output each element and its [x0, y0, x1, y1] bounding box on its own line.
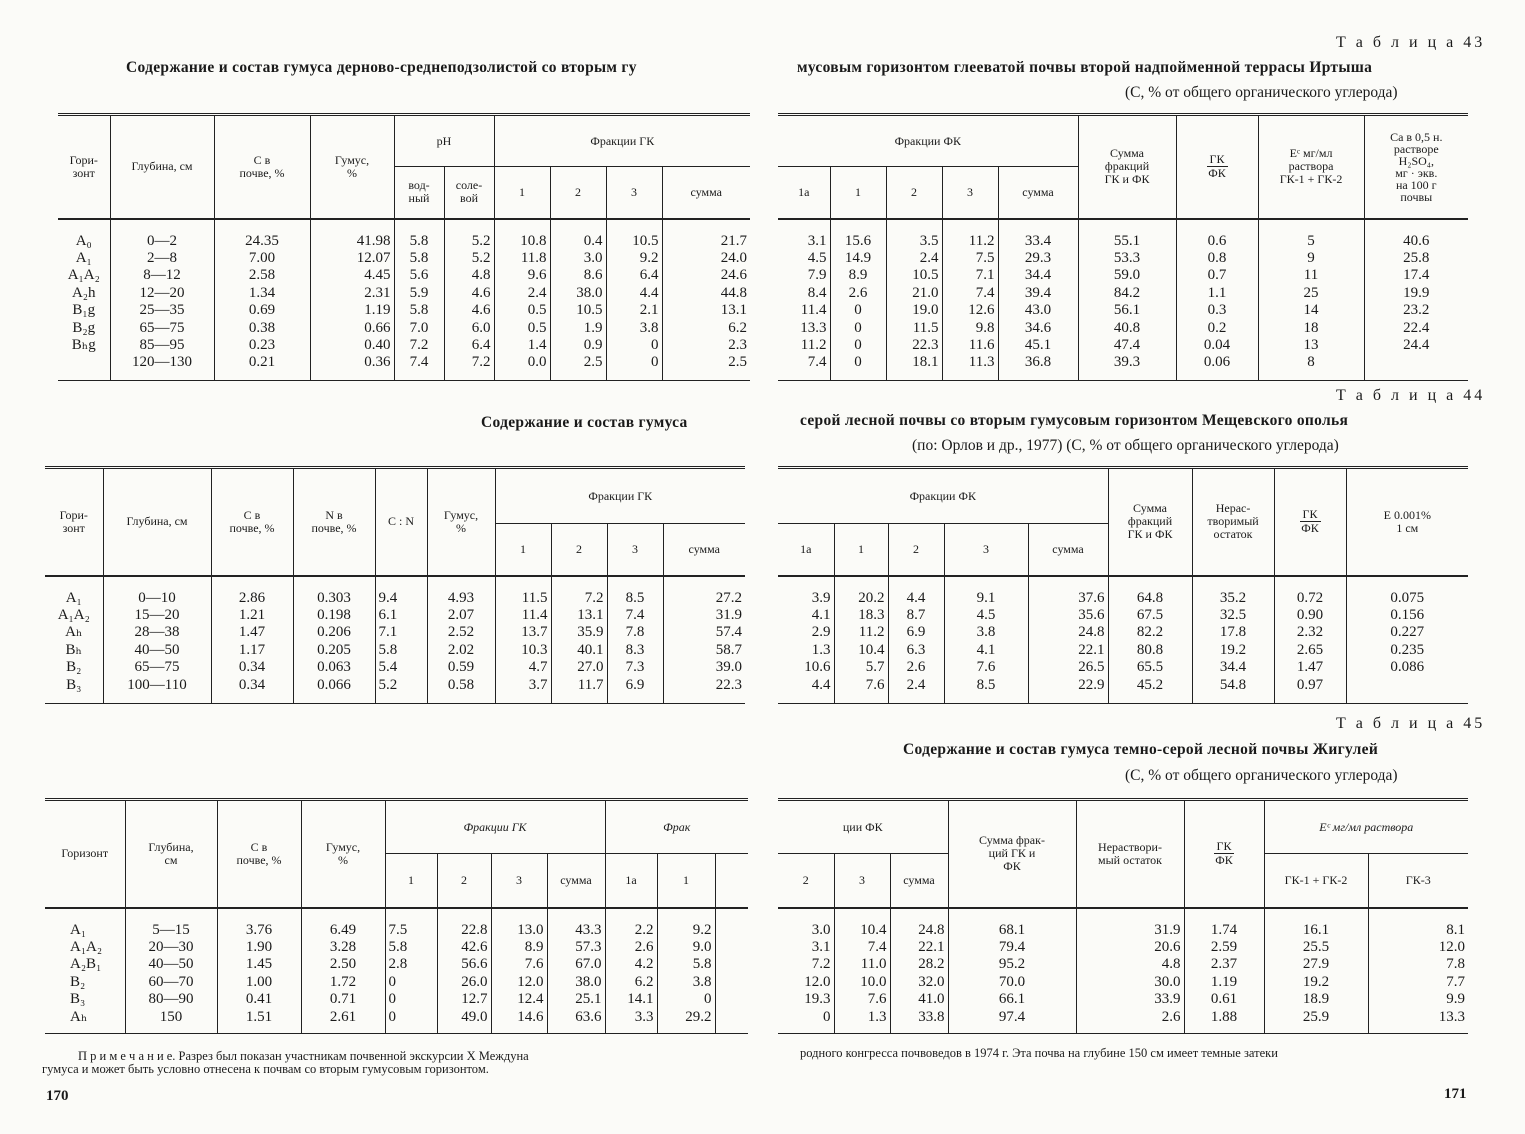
col-f1: 1 [834, 524, 888, 576]
table-44-subtitle: (по: Орлов и др., 1977) (С, % от общего органического углерода) [912, 437, 1339, 454]
col-fk-fractions-partial: Фрак [605, 800, 748, 854]
cells-e: 5 9 11 25 14 18 13 8 [1258, 233, 1364, 381]
table-45-title: Содержание и состав гумуса темно-серой лесной почвы Жигулей [903, 741, 1379, 758]
fk-table-45 [778, 798, 1468, 1034]
col-fk-fractions: Фракции ФК [778, 115, 1078, 167]
cells-sum-fractions: 68.1 79.4 95.2 70.0 66.1 97.4 [948, 922, 1076, 1034]
humus-table-2 [45, 466, 745, 704]
cells-fsum: 43.3 57.3 67.0 38.0 25.1 63.6 [547, 922, 605, 1034]
cells-depth: 5—15 20—30 40—50 60—70 80—90 150 [125, 922, 217, 1034]
cells-e-hk12: 16.1 25.5 27.9 19.2 18.9 25.9 [1264, 922, 1368, 1034]
col-f2: 2 [551, 524, 607, 576]
cells-f3: 9.1 4.5 3.8 4.1 7.6 8.5 [944, 590, 1028, 704]
cells-ratio: 0.6 0.8 0.7 1.1 0.3 0.2 0.04 0.06 [1176, 233, 1258, 381]
col-f1: 1 [830, 167, 886, 219]
table-43-subtitle: (С, % от общего органического углерода) [1125, 84, 1398, 101]
cells-fsum: 33.4 29.3 34.4 39.4 43.0 34.6 45.1 36.8 [998, 233, 1078, 381]
cells-f2: 3.5 2.4 10.5 21.0 19.0 11.5 22.3 18.1 [886, 233, 942, 381]
cells-e: 0.075 0.156 0.227 0.235 0.086 [1346, 590, 1468, 704]
cells-f1: 20.2 18.3 11.2 10.4 5.7 7.6 [834, 590, 888, 704]
cells-1a: 3.1 4.5 7.9 8.4 11.4 13.3 11.2 7.4 [800, 232, 827, 371]
col-depth: Глубина, см [103, 468, 211, 576]
col-hk-fractions: Фракции ГК [494, 115, 750, 167]
cells-n-soil: 0.303 0.198 0.206 0.205 0.063 0.066 [293, 590, 375, 704]
col-fsum: сумма [547, 854, 605, 908]
col-1a: 1а [778, 167, 830, 219]
col-hk-fractions: Фракции ГК [495, 468, 745, 524]
col-horizon: Горизонт [45, 800, 125, 908]
col-ratio [1176, 115, 1258, 219]
fk-table-44 [778, 466, 1468, 704]
humus-table-3 [45, 798, 748, 1034]
col-humus: Гумус, % [310, 115, 394, 219]
table-44-title: серой лесной почвы со вторым гумусовым горизонтом Мещевского ополья [800, 412, 1349, 429]
footnote-line-2: гумуса и может быть условно отнесена к почвам со вторым гумусовым горизонтом. [42, 1062, 489, 1076]
col-f2: 2 [888, 524, 944, 576]
col-sum-fractions: Сумма фракций ГК и ФК [1108, 468, 1192, 576]
cells-cn: 9.4 6.1 7.1 5.8 5.4 5.2 [375, 590, 427, 704]
cells-c-soil: 2.86 1.21 1.47 1.17 0.34 0.34 [211, 590, 293, 704]
fk-table-43 [778, 113, 1468, 381]
col-c-soil: С в почве, % [211, 468, 293, 576]
cells-depth: 0—2 2—8 8—12 12—20 25—35 65—75 85—95 120—130 [110, 233, 214, 381]
cells-f2: 4.4 8.7 6.9 6.3 2.6 2.4 [888, 590, 944, 704]
ratio-bottom: ФК [1301, 521, 1319, 536]
cells-fsum: 37.6 35.6 24.8 22.1 26.5 22.9 [1028, 590, 1108, 704]
col-f3: 3 [607, 524, 663, 576]
col-e-hk12: ГК-1 + ГК-2 [1264, 854, 1368, 908]
col-fsum: сумма [998, 167, 1078, 219]
table-43-title-cont: мусовым горизонтом глееватой почвы второй надпойменной террасы Иртыша [797, 59, 1373, 76]
cells-f3: 8.5 7.4 7.8 8.3 7.3 6.9 [607, 590, 663, 704]
cells-ca: 40.6 25.8 17.4 19.9 23.2 22.4 24.4 [1364, 233, 1468, 381]
col-f3: 3 [942, 167, 998, 219]
ratio-bottom: ФК [1215, 853, 1233, 868]
cells-humus: 41.98 12.07 4.45 2.31 1.19 0.66 0.40 0.36 [310, 233, 394, 381]
col-e-hk3: ГК-3 [1368, 854, 1468, 908]
cells-e-hk3: 8.1 12.0 7.8 7.7 9.9 13.3 [1368, 922, 1468, 1034]
table-45-subtitle: (С, % от общего органического углерода) [1125, 767, 1398, 784]
cells-insoluble: 31.9 20.6 4.8 30.0 33.9 2.6 [1076, 922, 1184, 1034]
cells-fa1: 9.2 9.0 5.8 3.8 0 29.2 [657, 922, 715, 1034]
col-insoluble: Нерас- творимый остаток [1192, 468, 1274, 576]
cells-horizon: A₁ A₁A₂ A₂B₁ B₂ B₃ Aₕ [70, 921, 103, 1025]
cells-f3: 13.0 8.9 7.6 12.0 12.4 14.6 [491, 922, 547, 1034]
table-45-label: Т а б л и ц а 45 [1336, 715, 1486, 732]
table-42-title: Содержание и состав гумуса дерново-среднеподзолистой со вторым гу [126, 59, 637, 76]
col-fa: 1а [605, 854, 657, 908]
cells-insoluble: 35.2 32.5 17.8 19.2 34.4 54.8 [1192, 590, 1274, 704]
cells-f3: 10.4 7.4 11.0 10.0 7.6 1.3 [834, 922, 890, 1034]
col-1a: 1а [778, 524, 834, 576]
col-fk-fractions: Фракции ФК [778, 468, 1108, 524]
col-c-soil: С в почве, % [217, 800, 301, 908]
col-f3: 3 [606, 167, 662, 219]
col-f2: 2 [778, 854, 834, 908]
cells-humus: 4.93 2.07 2.52 2.02 0.59 0.58 [427, 590, 495, 704]
cells-ph-water: 5.8 5.8 5.6 5.9 5.8 7.0 7.2 7.4 [394, 233, 444, 381]
ratio-top: ГК [1300, 508, 1321, 522]
col-ph: pH [394, 115, 494, 167]
page-number: 171 [1444, 1086, 1467, 1102]
humus-table-1 [58, 113, 750, 381]
col-e: Eᶜ мг/мл раствора [1264, 800, 1468, 854]
col-depth: Глубина, см [110, 115, 214, 219]
cells-f3: 10.5 9.2 6.4 4.4 2.1 3.8 0 0 [606, 233, 662, 381]
right-page [762, 0, 1525, 1134]
col-ph-salt: соле- вой [444, 167, 494, 219]
col-f2: 2 [550, 167, 606, 219]
col-insoluble: Нераствори- мый остаток [1076, 800, 1184, 908]
col-fk-fractions-partial: ции ФК [778, 800, 948, 854]
col-n-soil: N в почве, % [293, 468, 375, 576]
ratio-bottom: ФК [1208, 166, 1226, 181]
ratio-top: ГК [1214, 840, 1235, 854]
cells-f1: 7.5 5.8 2.8 0 0 0 [385, 922, 437, 1034]
cells-depth: 0—10 15—20 28—38 40—50 65—75 100—110 [103, 590, 211, 704]
cells-f2: 3.0 3.1 7.2 12.0 19.3 0 [804, 921, 831, 1025]
cells-f1: 15.6 14.9 8.9 2.6 0 0 0 0 [830, 233, 886, 381]
col-f1: 1 [385, 854, 437, 908]
col-e: E 0.001% 1 см [1346, 468, 1468, 576]
cells-horizon: A₀ A₁ A₁A₂ A₂h B₁g B₂g Bₕg [67, 232, 100, 353]
cells-1a: 3.9 4.1 2.9 1.3 10.6 4.4 [804, 589, 831, 693]
col-ca: Са в 0,5 н. растворе H₂SO₄, мг · экв. на 100 г почвы [1364, 115, 1468, 219]
col-fa1: 1 [657, 854, 715, 908]
col-f2: 2 [437, 854, 491, 908]
cells-ratio: 0.72 0.90 2.32 2.65 1.47 0.97 [1274, 590, 1346, 704]
col-ratio [1184, 800, 1264, 908]
col-fsum: сумма [663, 524, 745, 576]
table-44-label: Т а б л и ц а 44 [1336, 387, 1486, 404]
col-horizon: Гори- зонт [58, 115, 110, 219]
cells-horizon: A₁ A₁A₂ Aₕ Bₕ B₂ B₃ [57, 589, 90, 693]
cells-ph-salt: 5.2 5.2 4.8 4.6 4.6 6.0 6.4 7.2 [444, 233, 494, 381]
ratio-top: ГК [1207, 153, 1228, 167]
cells-f2: 22.8 42.6 56.6 26.0 12.7 49.0 [437, 922, 491, 1034]
col-f1: 1 [495, 524, 551, 576]
cells-f1: 10.8 11.8 9.6 2.4 0.5 0.5 1.4 0.0 [494, 233, 550, 381]
col-c-soil: С в почве, % [214, 115, 310, 219]
table-43-label: Т а б л и ц а 43 [1336, 34, 1486, 51]
cells-fsum: 27.2 31.9 57.4 58.7 39.0 22.3 [663, 590, 745, 704]
cells-f2: 0.4 3.0 8.6 38.0 10.5 1.9 0.9 2.5 [550, 233, 606, 381]
col-humus: Гумус, % [427, 468, 495, 576]
cells-fa: 2.2 2.6 4.2 6.2 14.1 3.3 [605, 922, 657, 1034]
col-sum-fractions: Сумма фрак- ций ГК и ФК [948, 800, 1076, 908]
col-fsum: сумма [662, 167, 750, 219]
col-f1: 1 [494, 167, 550, 219]
col-e: Eᶜ мг/мл раствора ГК-1 + ГК-2 [1258, 115, 1364, 219]
cells-fsum: 24.8 22.1 28.2 32.0 41.0 33.8 [890, 922, 948, 1034]
cells-sum-fractions: 64.8 67.5 82.2 80.8 65.5 45.2 [1108, 590, 1192, 704]
col-f3: 3 [491, 854, 547, 908]
col-cn: C : N [375, 468, 427, 576]
table-43-title: Содержание и состав гумуса [481, 414, 688, 431]
cells-c-soil: 3.76 1.90 1.45 1.00 0.41 1.51 [217, 922, 301, 1034]
col-fsum: сумма [1028, 524, 1108, 576]
col-ratio [1274, 468, 1346, 576]
cells-f2: 7.2 13.1 35.9 40.1 27.0 11.7 [551, 590, 607, 704]
col-humus: Гумус, % [301, 800, 385, 908]
page-number: 170 [46, 1088, 69, 1104]
cells-f3: 11.2 7.5 7.1 7.4 12.6 9.8 11.6 11.3 [942, 233, 998, 381]
col-depth: Глубина, см [125, 800, 217, 908]
col-hk-fractions: Фракции ГК [385, 800, 605, 854]
cells-ratio: 1.74 2.59 2.37 1.19 0.61 1.88 [1184, 922, 1264, 1034]
footnote-line-1: П р и м е ч а н и е. Разрез был показан участникам почвенной экскурсии X Междуна [78, 1049, 529, 1063]
cells-fsum: 21.7 24.0 24.6 44.8 13.1 6.2 2.3 2.5 [662, 233, 750, 381]
cells-c-soil: 24.35 7.00 2.58 1.34 0.69 0.38 0.23 0.21 [214, 233, 310, 381]
col-fsum: сумма [890, 854, 948, 908]
left-page [0, 0, 762, 1134]
col-ph-water: вод- ный [394, 167, 444, 219]
col-sum-fractions: Сумма фракций ГК и ФК [1078, 115, 1176, 219]
cells-sum-fractions: 55.1 53.3 59.0 84.2 56.1 40.8 47.4 39.3 [1078, 233, 1176, 381]
col-horizon: Гори- зонт [45, 468, 103, 576]
cells-f1: 11.5 11.4 13.7 10.3 4.7 3.7 [495, 590, 551, 704]
footnote-line-1: родного конгресса почвоведов в 1974 г. Эта почва на глубине 150 см имеет темные затеки [800, 1046, 1278, 1060]
col-f3: 3 [834, 854, 890, 908]
col-f3: 3 [944, 524, 1028, 576]
cells-humus: 6.49 3.28 2.50 1.72 0.71 2.61 [301, 922, 385, 1034]
col-f2: 2 [886, 167, 942, 219]
